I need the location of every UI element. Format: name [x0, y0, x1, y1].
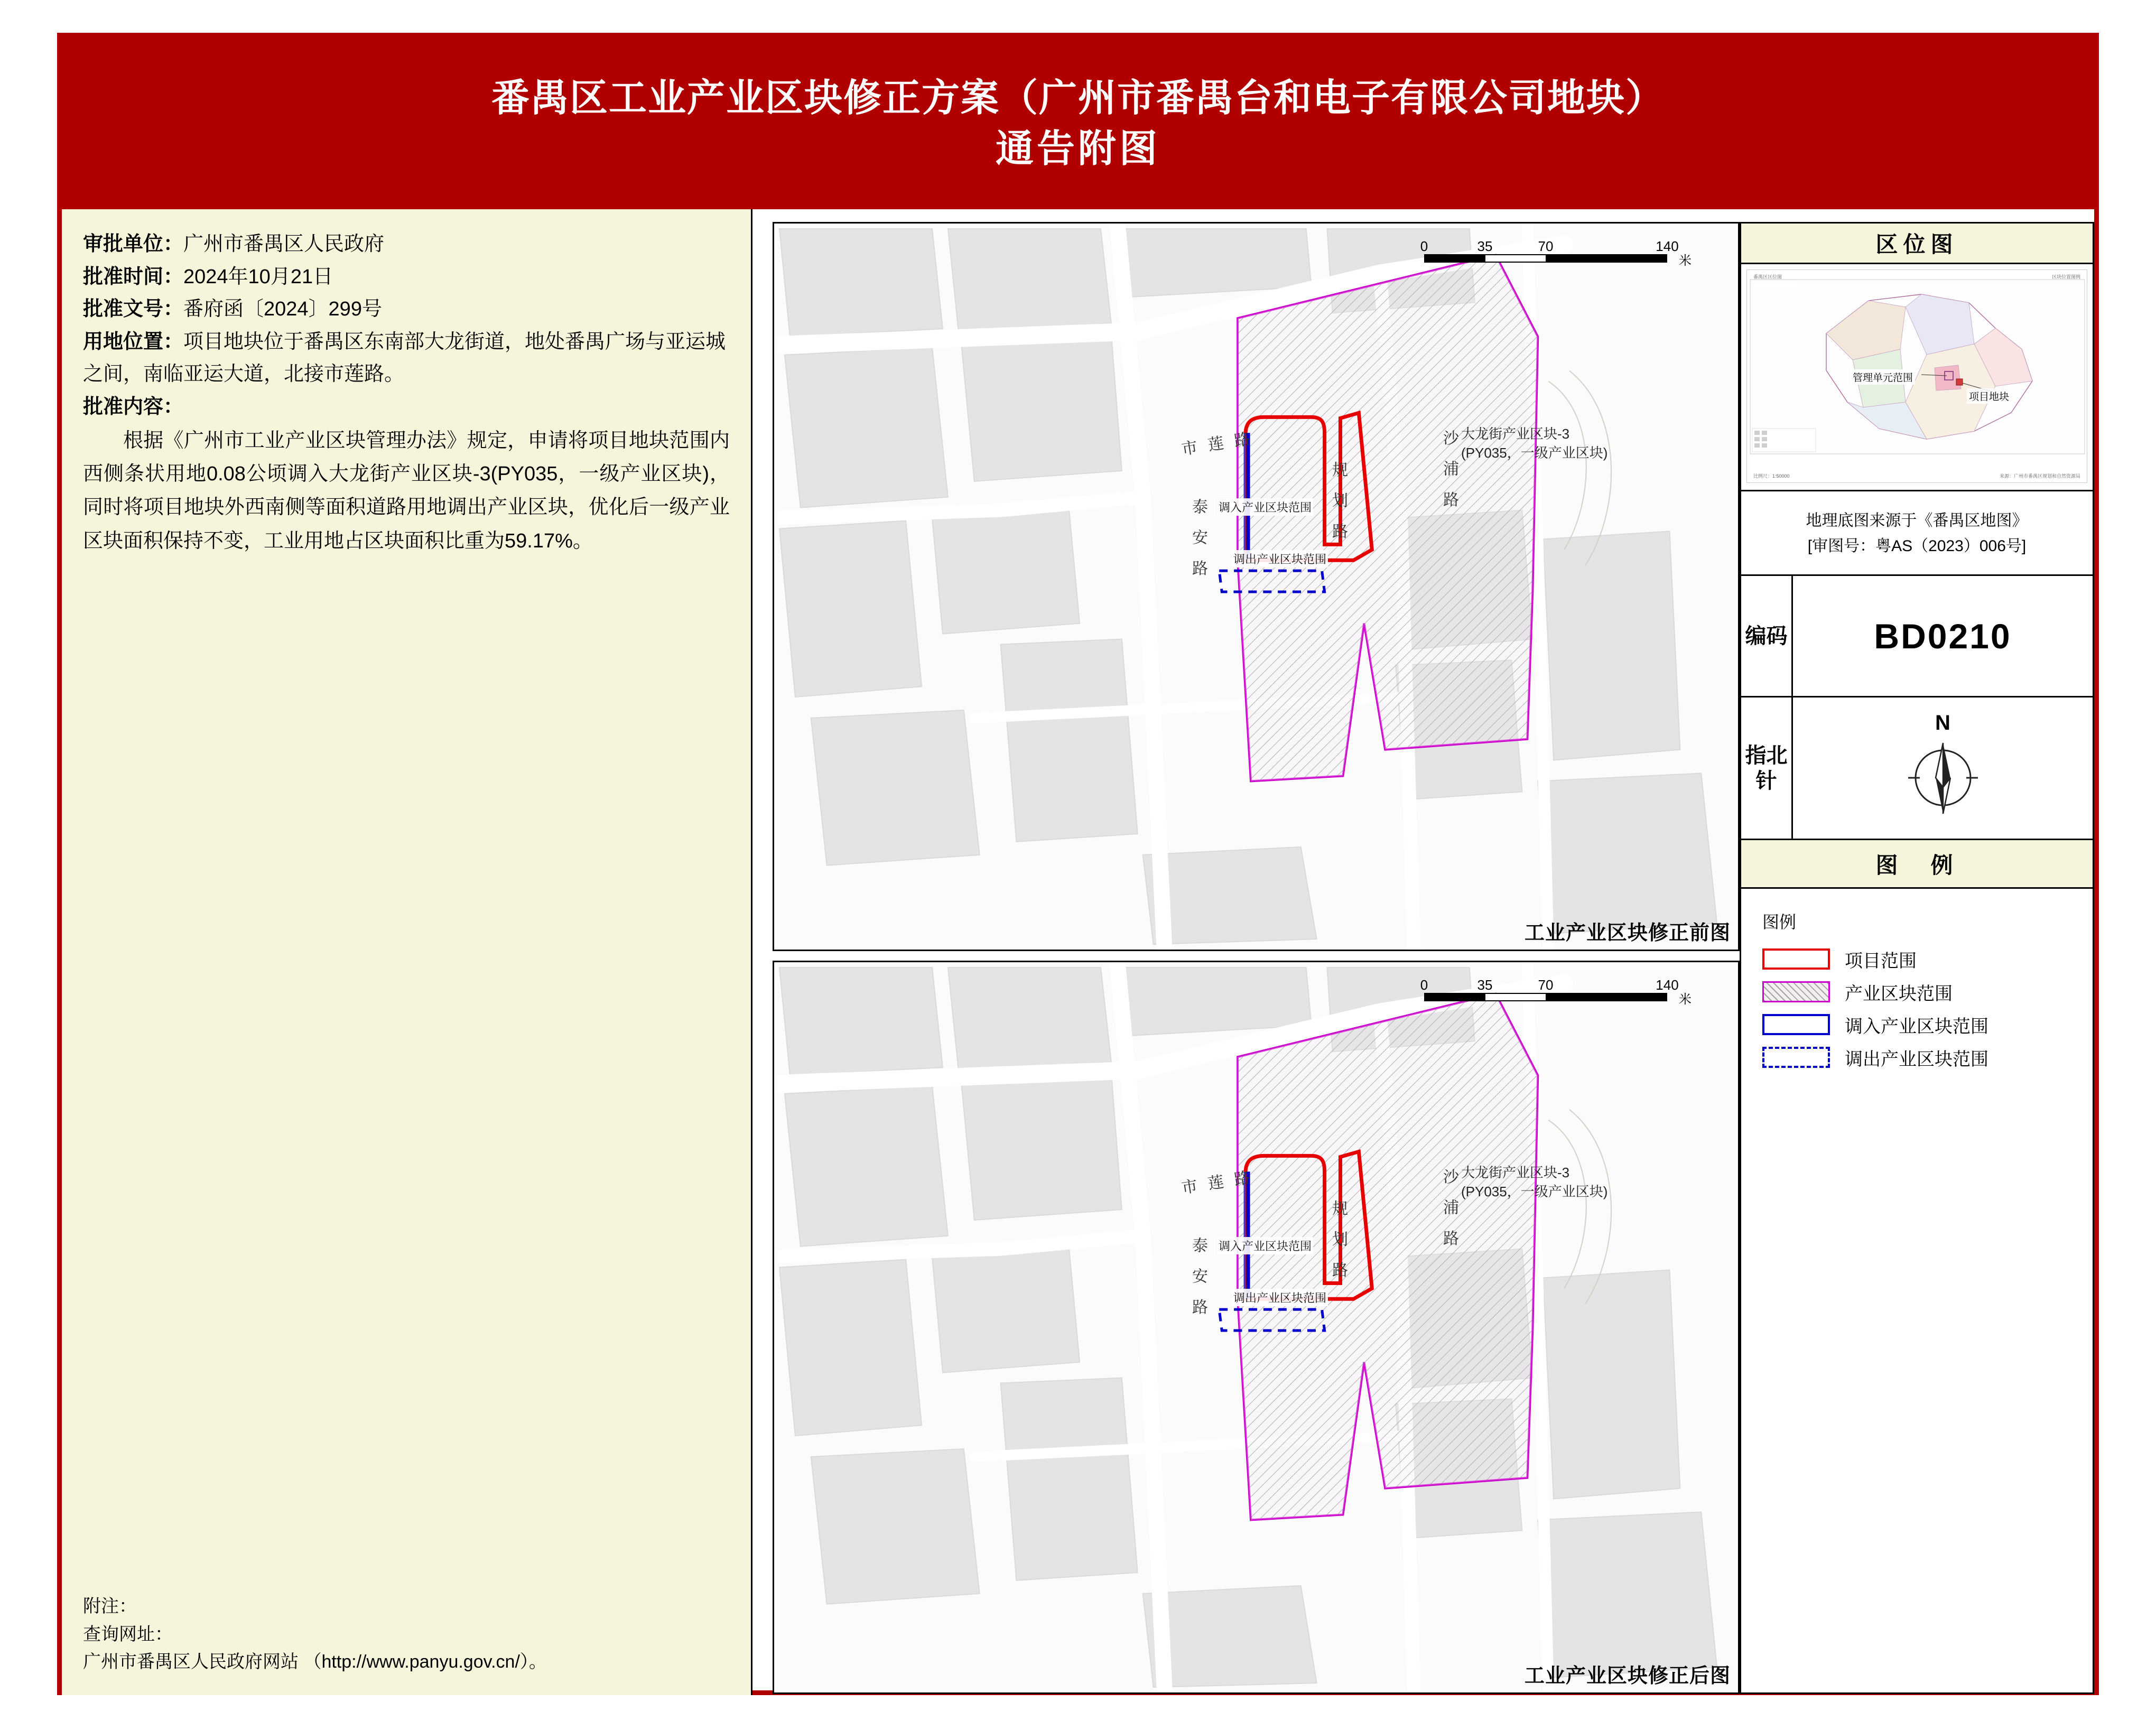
scale-tick-3: 140 [1656, 977, 1679, 993]
footnote [83, 1593, 547, 1676]
legend-box [1740, 889, 2094, 1694]
compass-icon [1885, 710, 2001, 826]
legend-label-project-scope: 项目范围 [1845, 951, 1917, 971]
road-label-guihua: 规 划 路 [1330, 461, 1347, 544]
scale-tick-0: 0 [1420, 238, 1428, 254]
legend-item-transfer-out-scope[interactable] [1762, 1041, 2093, 1074]
locmap-corner-bottomleft: 比例尺：1:50000 [1753, 473, 1790, 479]
legend-item-project-scope[interactable] [1762, 943, 2093, 975]
road-label-shilian: 市 莲 路 [1180, 1168, 1254, 1197]
location-map-header: 区位图 [1740, 222, 2094, 264]
scalebar-after [1420, 977, 1692, 1007]
location-map-inner [1746, 269, 2087, 483]
scalebar-bar [1424, 993, 1667, 1001]
location-row [83, 326, 730, 391]
scalebar-before [1420, 238, 1692, 268]
location-value: 项目地块位于番禺区东南部大龙街道，地处番禺广场与亚运城之间，南临亚运大道，北接市莲路。 [83, 330, 726, 386]
road-label-taian: 泰 安 路 [1189, 1237, 1207, 1320]
scalebar-bar [1424, 254, 1667, 263]
legend-title: 图例 [1762, 913, 1797, 932]
content-value: 根据《广州市工业产业区块管理办法》规定，申请将项目地块范围内西侧条状用地0.08公顷调入大龙街产业区块-3(PY035，一级产业区块)，同时将项目地块外西南侧等面积道路用地调出产业区块，优化后一级产业区块面积保持不变，工业用地占区块面积比重为59.17%。 [83, 430, 730, 552]
date-value: 2024年10月21日 [183, 265, 333, 288]
basemap-source-box [1740, 491, 2094, 576]
legend-label-transfer-out-scope: 调出产业区块范围 [1845, 1049, 1988, 1069]
block-label-line-1: 大龙街产业区块-3 [1461, 426, 1570, 442]
title-banner [62, 38, 2094, 209]
approver-row [83, 228, 730, 261]
scale-tick-2: 70 [1538, 977, 1554, 993]
info-panel [62, 209, 752, 1695]
location-label: 用地位置： [83, 330, 184, 353]
footnote-line-3: 广州市番禺区人民政府网站 （http://www.panyu.gov.cn/）。 [83, 1652, 547, 1672]
scale-unit: 米 [1679, 254, 1692, 268]
scale-unit: 米 [1679, 992, 1692, 1007]
map-before-graphic [774, 224, 1738, 950]
map-before-revision[interactable] [773, 222, 1740, 951]
block-label-line-1: 大龙街产业区块-3 [1461, 1165, 1570, 1180]
north-arrow-label: 指北针 [1741, 697, 1793, 839]
road-label-shapu: 沙 浦 路 [1441, 430, 1458, 513]
basemap-source-line-2: [审图号：粤AS（2023）006号] [1807, 537, 2027, 555]
docno-value: 番府函〔2024〕299号 [183, 298, 382, 321]
basemap-source-line-1: 地理底图来源于《番禺区地图》 [1806, 512, 2028, 529]
legend-label-industry-block-scope: 产业区块范围 [1845, 983, 1953, 1004]
annotation-transfer-out: 调出产业区块范围 [1232, 1289, 1328, 1306]
code-label: 编码 [1741, 576, 1793, 696]
location-map-panel[interactable] [1740, 264, 2094, 491]
legend-header: 图 例 [1740, 840, 2094, 889]
right-column [1740, 222, 2094, 1694]
map-after-caption: 工业产业区块修正后图 [1524, 1665, 1731, 1687]
locmap-corner-topleft: 番禺区区位图 [1753, 274, 1782, 280]
approver-label: 审批单位： [83, 233, 184, 255]
locmap-corner-bottomright: 来源：广州市番禺区规划和自然资源局 [1999, 473, 2080, 479]
annotation-transfer-out: 调出产业区块范围 [1232, 550, 1328, 568]
footnote-line-1: 附注： [83, 1596, 137, 1616]
approver-value: 广州市番禺区人民政府 [183, 233, 385, 255]
road-label-shilian: 市 莲 路 [1180, 430, 1254, 459]
block-label-line-2: (PY035，一级产业区块) [1461, 1184, 1608, 1199]
legend-item-industry-block-scope[interactable] [1762, 975, 2093, 1008]
road-label-taian: 泰 安 路 [1189, 498, 1207, 581]
location-map-graphic [1747, 270, 2087, 483]
scale-tick-2: 70 [1538, 238, 1554, 254]
north-letter: N [1935, 711, 1950, 734]
legend-item-transfer-in-scope[interactable] [1762, 1008, 2093, 1041]
scale-tick-1: 35 [1477, 977, 1493, 993]
legend-label-transfer-in-scope: 调入产业区块范围 [1845, 1016, 1988, 1037]
content-label: 批准内容： [83, 395, 184, 418]
annotation-transfer-in: 调入产业区块范围 [1217, 498, 1313, 516]
road-label-guihua: 规 划 路 [1330, 1200, 1347, 1283]
legend-swatch-transfer-out-scope [1762, 1047, 1830, 1068]
legend-swatch-industry-block-scope [1762, 981, 1830, 1002]
scale-tick-3: 140 [1656, 238, 1679, 254]
locmap-corner-topright: 区块位置图例 [2051, 274, 2080, 280]
map-after-revision[interactable] [773, 961, 1740, 1694]
map-after-graphic [774, 962, 1738, 1692]
footnote-line-2: 查询网址： [83, 1624, 173, 1644]
map-before-caption: 工业产业区块修正前图 [1524, 922, 1731, 944]
locmap-callout-unit: 管理单元范围 [1851, 369, 1915, 385]
block-label-line-2: (PY035，一级产业区块) [1461, 445, 1608, 461]
north-arrow-row [1740, 697, 2094, 840]
date-label: 批准时间： [83, 265, 184, 288]
code-value: BD0210 [1874, 616, 2012, 656]
scale-tick-0: 0 [1420, 977, 1428, 993]
legend-swatch-transfer-in-scope [1762, 1014, 1830, 1035]
locmap-callout-parcel: 项目地块 [1967, 388, 2011, 404]
north-arrow-graphic-wrap [1793, 697, 2093, 839]
legend-swatch-project-scope [1762, 948, 1830, 970]
annotation-transfer-in: 调入产业区块范围 [1217, 1237, 1313, 1254]
code-row [1740, 576, 2094, 697]
title-line-2: 通告附图 [995, 127, 1160, 170]
road-label-shapu: 沙 浦 路 [1441, 1168, 1458, 1251]
docno-row [83, 293, 730, 326]
date-row [83, 261, 730, 294]
title-line-1: 番禺区工业产业区块修正方案（广州市番禺台和电子有限公司地块） [491, 77, 1665, 119]
scale-tick-1: 35 [1477, 238, 1493, 254]
legend-list [1741, 938, 2093, 1074]
docno-label: 批准文号： [83, 298, 184, 321]
